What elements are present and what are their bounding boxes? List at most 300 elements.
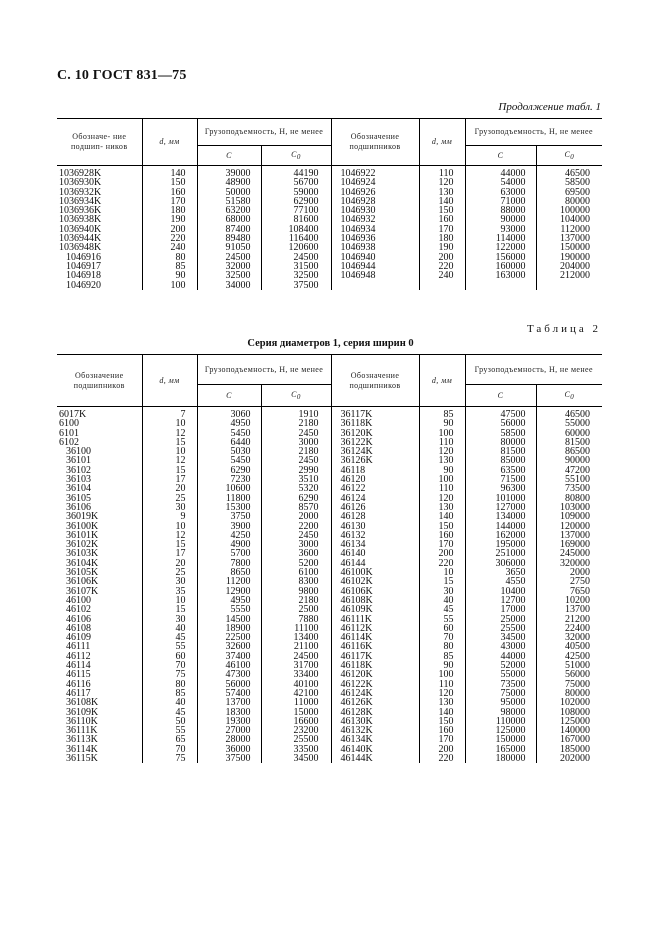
cell-d-right: 110 bbox=[419, 438, 465, 447]
cell-d-right: 80 bbox=[419, 642, 465, 651]
cell-c0-right: 80000 bbox=[536, 197, 602, 206]
cell-c: 5550 bbox=[197, 605, 261, 614]
cell-c-right: 163000 bbox=[465, 271, 536, 280]
cell-d-right: 130 bbox=[419, 698, 465, 707]
cell-c0-right: 185000 bbox=[536, 745, 602, 754]
cell-designation: 46116 bbox=[66, 678, 91, 690]
table-row bbox=[57, 281, 602, 290]
cell-c: 57400 bbox=[197, 689, 261, 698]
cell-d: 80 bbox=[142, 253, 197, 262]
cell-d: 170 bbox=[142, 197, 197, 206]
cell-c0: 34500 bbox=[261, 754, 331, 763]
cell-c-right: 17000 bbox=[465, 605, 536, 614]
cell-c-right: 101000 bbox=[465, 494, 536, 503]
cell-c: 4950 bbox=[197, 419, 261, 428]
cell-c0-right: 80000 bbox=[536, 689, 602, 698]
cell-designation-right: 36120K bbox=[331, 429, 419, 438]
cell-designation: 1036934K bbox=[59, 195, 102, 207]
cell-d-right: 100 bbox=[419, 429, 465, 438]
cell-designation-right: 1046930 bbox=[331, 206, 419, 215]
cell-c0: 24500 bbox=[261, 253, 331, 262]
cell-c0: 8570 bbox=[261, 503, 331, 512]
cell-c: 34000 bbox=[197, 281, 261, 290]
cell-c0-right: 40500 bbox=[536, 642, 602, 651]
cell-c: 22500 bbox=[197, 633, 261, 642]
cell-d-right: 140 bbox=[419, 197, 465, 206]
cell-c-right: 56000 bbox=[465, 419, 536, 428]
cell-c0: 7880 bbox=[261, 615, 331, 624]
cell-c: 32000 bbox=[197, 262, 261, 271]
cell-c-right: 81500 bbox=[465, 447, 536, 456]
table-2-label: Таблица 2 bbox=[526, 323, 601, 335]
cell-d: 12 bbox=[142, 429, 197, 438]
cell-c-right bbox=[465, 281, 536, 290]
cell-c-right: 34500 bbox=[465, 633, 536, 642]
cell-designation: 36103K bbox=[66, 548, 99, 560]
cell-d-right: 160 bbox=[419, 215, 465, 224]
cell-c: 7230 bbox=[197, 475, 261, 484]
col-header-d-right: d, мм bbox=[419, 355, 465, 407]
cell-designation: 46108 bbox=[66, 622, 91, 634]
cell-c0: 16600 bbox=[261, 717, 331, 726]
cell-designation: 36101 bbox=[66, 455, 91, 467]
cell-designation: 36106K bbox=[66, 576, 99, 588]
page-header: С. 10 ГОСТ 831—75 bbox=[57, 68, 187, 83]
cell-d: 35 bbox=[142, 587, 197, 596]
cell-designation-right: 1046922 bbox=[331, 166, 419, 179]
cell-designation-right: 46128 bbox=[331, 512, 419, 521]
cell-d: 15 bbox=[142, 438, 197, 447]
cell-c: 11800 bbox=[197, 494, 261, 503]
cell-d: 45 bbox=[142, 708, 197, 717]
cell-c: 37500 bbox=[197, 754, 261, 763]
table-row bbox=[57, 271, 602, 280]
cell-c0: 3600 bbox=[261, 549, 331, 558]
cell-c0-right: 137000 bbox=[536, 531, 602, 540]
cell-c0: 77100 bbox=[261, 206, 331, 215]
cell-designation: 1046916 bbox=[66, 251, 101, 263]
table-1-continuation bbox=[57, 118, 602, 290]
cell-c: 4950 bbox=[197, 596, 261, 605]
cell-d: 50 bbox=[142, 717, 197, 726]
cell-d: 10 bbox=[142, 596, 197, 605]
cell-c: 3750 bbox=[197, 512, 261, 521]
cell-c0-right: 21200 bbox=[536, 615, 602, 624]
cell-d-right: 90 bbox=[419, 466, 465, 475]
cell-d-right: 85 bbox=[419, 407, 465, 420]
cell-d: 12 bbox=[142, 456, 197, 465]
cell-d: 70 bbox=[142, 745, 197, 754]
cell-c0: 11100 bbox=[261, 624, 331, 633]
cell-c0: 37500 bbox=[261, 281, 331, 290]
col-header-c-right: C bbox=[465, 146, 536, 166]
cell-d-right: 220 bbox=[419, 559, 465, 568]
cell-c0: 3000 bbox=[261, 438, 331, 447]
cell-c0-right: 51000 bbox=[536, 661, 602, 670]
cell-c0-right: 7650 bbox=[536, 587, 602, 596]
cell-c0-right: 320000 bbox=[536, 559, 602, 568]
cell-d-right: 120 bbox=[419, 447, 465, 456]
cell-c0-right: 42500 bbox=[536, 652, 602, 661]
cell-c-right: 162000 bbox=[465, 531, 536, 540]
cell-designation-right: 46126K bbox=[331, 698, 419, 707]
cell-c: 13700 bbox=[197, 698, 261, 707]
continuation-note: Продолжение табл. 1 bbox=[498, 101, 601, 113]
cell-c0: 13400 bbox=[261, 633, 331, 642]
cell-c0: 81600 bbox=[261, 215, 331, 224]
cell-designation-right: 46117K bbox=[331, 652, 419, 661]
cell-d-right: 70 bbox=[419, 633, 465, 642]
cell-d-right: 130 bbox=[419, 188, 465, 197]
cell-designation: 36101K bbox=[66, 529, 99, 541]
cell-d-right: 30 bbox=[419, 587, 465, 596]
cell-c-right: 180000 bbox=[465, 754, 536, 763]
col-header-load: Грузоподъемность, Н, не менее bbox=[197, 355, 331, 385]
cell-designation: 1036936K bbox=[59, 205, 102, 217]
cell-designation-right: 46126 bbox=[331, 503, 419, 512]
cell-designation: 36106 bbox=[66, 501, 91, 513]
cell-d: 9 bbox=[142, 512, 197, 521]
cell-c: 5030 bbox=[197, 447, 261, 456]
cell-c-right: 25500 bbox=[465, 624, 536, 633]
cell-d: 10 bbox=[142, 419, 197, 428]
cell-designation-right: 46100K bbox=[331, 568, 419, 577]
cell-c-right: 144000 bbox=[465, 522, 536, 531]
cell-d: 30 bbox=[142, 577, 197, 586]
cell-c0-right: 81500 bbox=[536, 438, 602, 447]
cell-designation: 46102 bbox=[66, 604, 91, 616]
cell-c: 4900 bbox=[197, 540, 261, 549]
cell-designation-right: 1046934 bbox=[331, 225, 419, 234]
cell-d: 90 bbox=[142, 271, 197, 280]
cell-c-right: 88000 bbox=[465, 206, 536, 215]
cell-c0: 2200 bbox=[261, 522, 331, 531]
cell-designation-right: 46102K bbox=[331, 577, 419, 586]
cell-d: 60 bbox=[142, 652, 197, 661]
cell-c0: 25500 bbox=[261, 735, 331, 744]
cell-d: 10 bbox=[142, 447, 197, 456]
cell-designation: 1036940K bbox=[59, 223, 102, 235]
col-header-c0: $C_0$ bbox=[261, 385, 331, 407]
cell-d-right: 190 bbox=[419, 243, 465, 252]
cell-c0: 40100 bbox=[261, 680, 331, 689]
cell-c0-right: 86500 bbox=[536, 447, 602, 456]
cell-d: 40 bbox=[142, 624, 197, 633]
cell-c: 5450 bbox=[197, 456, 261, 465]
cell-c0-right: 109000 bbox=[536, 512, 602, 521]
cell-c0: 8300 bbox=[261, 577, 331, 586]
cell-designation: 36108K bbox=[66, 697, 99, 709]
cell-designation: 36113K bbox=[66, 734, 98, 746]
cell-c-right: 12700 bbox=[465, 596, 536, 605]
cell-c0: 2450 bbox=[261, 531, 331, 540]
cell-c-right: 10400 bbox=[465, 587, 536, 596]
cell-c-right: 156000 bbox=[465, 253, 536, 262]
cell-designation: 46106 bbox=[66, 613, 91, 625]
cell-d-right: 140 bbox=[419, 708, 465, 717]
cell-c-right: 114000 bbox=[465, 234, 536, 243]
cell-d: 15 bbox=[142, 605, 197, 614]
cell-c0-right: 100000 bbox=[536, 206, 602, 215]
cell-c0: 23200 bbox=[261, 726, 331, 735]
cell-c: 51580 bbox=[197, 197, 261, 206]
cell-c0: 42100 bbox=[261, 689, 331, 698]
cell-c0: 2990 bbox=[261, 466, 331, 475]
cell-c0-right: 202000 bbox=[536, 754, 602, 763]
col-header-c0: $C_0$ bbox=[261, 146, 331, 166]
col-header-d-right: d, мм bbox=[419, 119, 465, 166]
cell-c-right: 80000 bbox=[465, 438, 536, 447]
cell-c0: 59000 bbox=[261, 188, 331, 197]
cell-designation: 36104K bbox=[66, 557, 99, 569]
cell-d: 55 bbox=[142, 726, 197, 735]
cell-c0-right: 102000 bbox=[536, 698, 602, 707]
cell-c0: 31500 bbox=[261, 262, 331, 271]
cell-c0-right: 190000 bbox=[536, 253, 602, 262]
cell-c0: 33400 bbox=[261, 670, 331, 679]
cell-d: 150 bbox=[142, 178, 197, 187]
cell-c-right: 90000 bbox=[465, 215, 536, 224]
cell-c: 36000 bbox=[197, 745, 261, 754]
cell-d: 20 bbox=[142, 559, 197, 568]
cell-d-right: 110 bbox=[419, 680, 465, 689]
cell-c0: 120600 bbox=[261, 243, 331, 252]
cell-c-right: 3650 bbox=[465, 568, 536, 577]
cell-c0-right: 103000 bbox=[536, 503, 602, 512]
cell-d: 30 bbox=[142, 503, 197, 512]
cell-designation-right: 46109K bbox=[331, 605, 419, 614]
cell-d: 7 bbox=[142, 407, 197, 420]
cell-c: 10600 bbox=[197, 484, 261, 493]
cell-c0: 33500 bbox=[261, 745, 331, 754]
cell-c: 24500 bbox=[197, 253, 261, 262]
cell-d: 200 bbox=[142, 225, 197, 234]
cell-c: 11200 bbox=[197, 577, 261, 586]
cell-d: 70 bbox=[142, 661, 197, 670]
col-header-load-right: Грузоподъемность, Н, не менее bbox=[465, 355, 602, 385]
col-header-c-right: C bbox=[465, 385, 536, 407]
cell-c-right: 125000 bbox=[465, 726, 536, 735]
table-2 bbox=[57, 354, 602, 763]
cell-c-right: 63500 bbox=[465, 466, 536, 475]
cell-c0-right: 69500 bbox=[536, 188, 602, 197]
cell-c-right: 165000 bbox=[465, 745, 536, 754]
cell-d-right: 85 bbox=[419, 652, 465, 661]
cell-designation-right: 46111K bbox=[331, 615, 419, 624]
cell-c0-right: 108000 bbox=[536, 708, 602, 717]
cell-c0: 44190 bbox=[261, 166, 331, 179]
cell-d-right: 130 bbox=[419, 503, 465, 512]
cell-c0: 3000 bbox=[261, 540, 331, 549]
cell-d: 17 bbox=[142, 549, 197, 558]
cell-designation-right: 1046948 bbox=[331, 271, 419, 280]
cell-d-right bbox=[419, 281, 465, 290]
cell-designation-right: 46118K bbox=[331, 661, 419, 670]
cell-c0-right: 80800 bbox=[536, 494, 602, 503]
cell-designation-right: 46130 bbox=[331, 522, 419, 531]
cell-d-right: 180 bbox=[419, 234, 465, 243]
cell-d-right: 160 bbox=[419, 726, 465, 735]
cell-d: 12 bbox=[142, 531, 197, 540]
cell-designation-right: 46132 bbox=[331, 531, 419, 540]
cell-c0-right: 46500 bbox=[536, 166, 602, 179]
cell-c0-right: 169000 bbox=[536, 540, 602, 549]
cell-c-right: 306000 bbox=[465, 559, 536, 568]
cell-designation: 6100 bbox=[59, 418, 79, 430]
cell-designation-right: 36124K bbox=[331, 447, 419, 456]
cell-d-right: 90 bbox=[419, 419, 465, 428]
cell-c0: 2450 bbox=[261, 429, 331, 438]
cell-designation: 36105K bbox=[66, 567, 99, 579]
cell-c0: 1910 bbox=[261, 407, 331, 420]
cell-designation-right: 46134 bbox=[331, 540, 419, 549]
cell-d: 160 bbox=[142, 188, 197, 197]
cell-designation-right: 36117K bbox=[331, 407, 419, 420]
cell-c0: 15000 bbox=[261, 708, 331, 717]
cell-c-right: 160000 bbox=[465, 262, 536, 271]
cell-d: 17 bbox=[142, 475, 197, 484]
cell-designation: 36114K bbox=[66, 743, 98, 755]
cell-designation-right: 36118K bbox=[331, 419, 419, 428]
cell-designation-right: 46128K bbox=[331, 708, 419, 717]
cell-c0: 62900 bbox=[261, 197, 331, 206]
cell-d-right: 140 bbox=[419, 512, 465, 521]
cell-c-right: 73500 bbox=[465, 680, 536, 689]
cell-c: 37400 bbox=[197, 652, 261, 661]
col-header-c0-right: $C_0$ bbox=[536, 385, 602, 407]
cell-d-right: 120 bbox=[419, 178, 465, 187]
cell-c: 56000 bbox=[197, 680, 261, 689]
cell-c0-right: 22400 bbox=[536, 624, 602, 633]
cell-designation-right: 46106K bbox=[331, 587, 419, 596]
cell-c: 48900 bbox=[197, 178, 261, 187]
cell-d-right: 15 bbox=[419, 577, 465, 586]
table-row bbox=[57, 754, 602, 763]
cell-d-right: 120 bbox=[419, 494, 465, 503]
cell-designation-right: 46130K bbox=[331, 717, 419, 726]
col-header-load-right: Грузоподъемность, Н, не менее bbox=[465, 119, 602, 146]
cell-c0: 2000 bbox=[261, 512, 331, 521]
cell-designation-right: 36126K bbox=[331, 456, 419, 465]
cell-c0: 108400 bbox=[261, 225, 331, 234]
cell-designation-right: 1046938 bbox=[331, 243, 419, 252]
col-header-c: C bbox=[197, 385, 261, 407]
cell-designation: 36100 bbox=[66, 446, 91, 458]
col-header-designation: Обозначе- ние подшип- ников bbox=[57, 119, 142, 166]
cell-c: 39000 bbox=[197, 166, 261, 179]
cell-d: 25 bbox=[142, 568, 197, 577]
cell-d-right: 45 bbox=[419, 605, 465, 614]
cell-c0-right: 104000 bbox=[536, 215, 602, 224]
cell-d: 15 bbox=[142, 466, 197, 475]
cell-designation: 36115K bbox=[66, 752, 98, 764]
cell-designation-right: 1046932 bbox=[331, 215, 419, 224]
cell-designation: 46115 bbox=[66, 669, 91, 681]
cell-d: 30 bbox=[142, 615, 197, 624]
cell-c-right: 71500 bbox=[465, 475, 536, 484]
cell-c0-right: 75000 bbox=[536, 680, 602, 689]
cell-c: 6440 bbox=[197, 438, 261, 447]
cell-c: 63200 bbox=[197, 206, 261, 215]
cell-designation: 46100 bbox=[66, 594, 91, 606]
cell-designation: 1046918 bbox=[66, 270, 101, 282]
cell-c-right: 71000 bbox=[465, 197, 536, 206]
cell-c-right: 52000 bbox=[465, 661, 536, 670]
cell-c-right: 150000 bbox=[465, 735, 536, 744]
cell-designation-right: 36122K bbox=[331, 438, 419, 447]
cell-d: 80 bbox=[142, 680, 197, 689]
cell-d-right: 150 bbox=[419, 522, 465, 531]
cell-designation-right: 46140K bbox=[331, 745, 419, 754]
col-header-c: C bbox=[197, 146, 261, 166]
cell-c0-right: 2750 bbox=[536, 577, 602, 586]
cell-c: 50000 bbox=[197, 188, 261, 197]
cell-c: 6290 bbox=[197, 466, 261, 475]
cell-d-right: 170 bbox=[419, 735, 465, 744]
cell-c: 4250 bbox=[197, 531, 261, 540]
cell-c-right: 134000 bbox=[465, 512, 536, 521]
cell-designation-right: 46112K bbox=[331, 624, 419, 633]
cell-c-right: 127000 bbox=[465, 503, 536, 512]
cell-designation: 1036948K bbox=[59, 242, 102, 254]
cell-c0: 5200 bbox=[261, 559, 331, 568]
cell-c0-right: 46500 bbox=[536, 407, 602, 420]
cell-d: 100 bbox=[142, 281, 197, 290]
cell-c0-right: 56000 bbox=[536, 670, 602, 679]
cell-c0: 2180 bbox=[261, 447, 331, 456]
cell-d-right: 130 bbox=[419, 456, 465, 465]
cell-designation: 6017K bbox=[59, 409, 87, 420]
cell-designation: 36110K bbox=[66, 715, 98, 727]
cell-designation: 36100K bbox=[66, 520, 99, 532]
cell-d-right: 10 bbox=[419, 568, 465, 577]
cell-designation: 46112 bbox=[66, 650, 91, 662]
cell-c0-right: 120000 bbox=[536, 522, 602, 531]
cell-d: 190 bbox=[142, 215, 197, 224]
cell-c: 68000 bbox=[197, 215, 261, 224]
cell-designation: 6101 bbox=[59, 427, 79, 439]
cell-d-right: 220 bbox=[419, 754, 465, 763]
cell-d: 65 bbox=[142, 735, 197, 744]
cell-d-right: 100 bbox=[419, 475, 465, 484]
cell-d-right: 150 bbox=[419, 717, 465, 726]
cell-designation: 1046920 bbox=[66, 279, 101, 291]
cell-c0-right: 32000 bbox=[536, 633, 602, 642]
cell-c-right: 47500 bbox=[465, 407, 536, 420]
cell-designation: 36111K bbox=[66, 725, 98, 737]
cell-c-right: 54000 bbox=[465, 178, 536, 187]
cell-d: 45 bbox=[142, 633, 197, 642]
cell-c: 28000 bbox=[197, 735, 261, 744]
cell-c0-right: 167000 bbox=[536, 735, 602, 744]
cell-c0: 2180 bbox=[261, 596, 331, 605]
cell-d-right: 200 bbox=[419, 549, 465, 558]
cell-designation: 1036928K bbox=[59, 168, 102, 179]
cell-c: 7800 bbox=[197, 559, 261, 568]
cell-c: 15300 bbox=[197, 503, 261, 512]
cell-designation: 1036930K bbox=[59, 177, 102, 189]
cell-c0-right: 140000 bbox=[536, 726, 602, 735]
cell-c-right: 63000 bbox=[465, 188, 536, 197]
cell-d-right: 100 bbox=[419, 670, 465, 679]
cell-c-right: 95000 bbox=[465, 698, 536, 707]
cell-c0-right: 10200 bbox=[536, 596, 602, 605]
col-header-c0-right: $C_0$ bbox=[536, 146, 602, 166]
cell-c-right: 93000 bbox=[465, 225, 536, 234]
cell-c0: 5320 bbox=[261, 484, 331, 493]
cell-d-right: 170 bbox=[419, 225, 465, 234]
cell-c: 18300 bbox=[197, 708, 261, 717]
